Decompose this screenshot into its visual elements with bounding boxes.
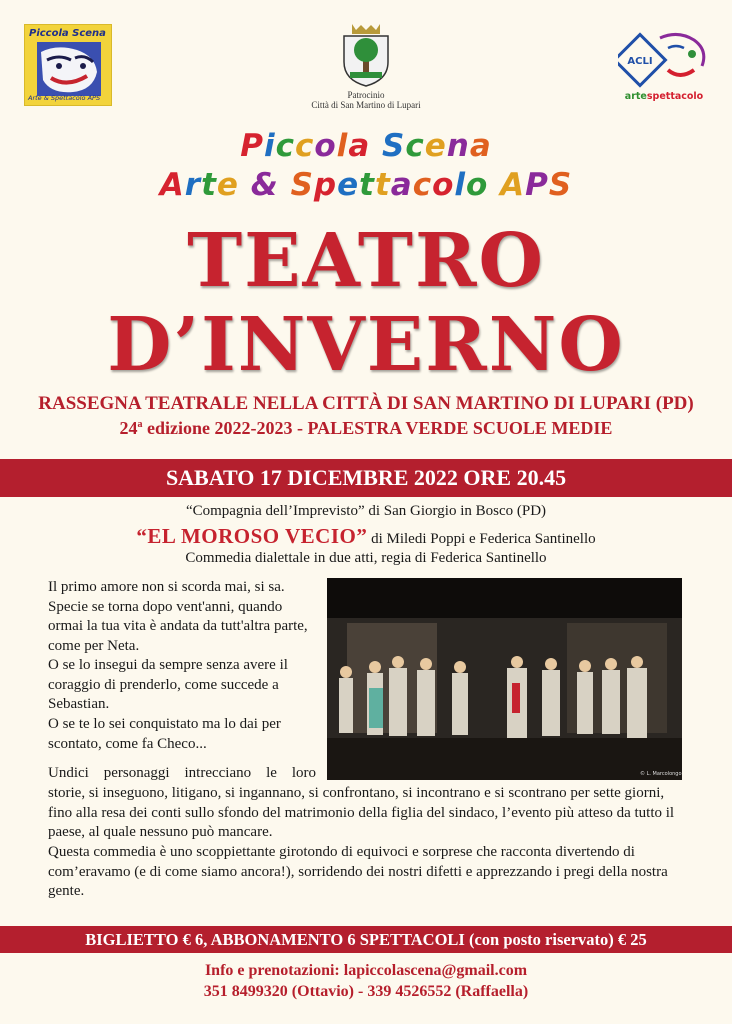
patrocinio-label: Patrocinio bbox=[347, 90, 385, 100]
piccola-scena-heading bbox=[0, 128, 732, 164]
photo-credit: © L. Marcolongo bbox=[640, 771, 682, 777]
heading-letter bbox=[279, 167, 291, 203]
edition-number: 24 bbox=[119, 418, 138, 438]
heading-letter bbox=[488, 167, 500, 203]
show-authors: di Miledi Poppi e Federica Santinello bbox=[367, 531, 596, 547]
heading-letter: o bbox=[314, 128, 337, 164]
heading-letter: c bbox=[405, 128, 425, 164]
logo-title: Piccola Scena bbox=[29, 28, 106, 39]
contact-phones: 351 8499320 (Ottavio) - 339 4526552 (Raffaella) bbox=[203, 983, 529, 1000]
heading-letter: o bbox=[466, 167, 489, 203]
show-title: “EL MOROSO VECIO” bbox=[136, 524, 368, 548]
heading-letter: & bbox=[250, 167, 279, 203]
contact-email: Info e prenotazioni: lapiccolascena@gmail.com bbox=[204, 962, 528, 979]
svg-text:ACLI: ACLI bbox=[627, 56, 653, 67]
heading-letter bbox=[370, 128, 382, 164]
synopsis-paragraph-1: Il primo amore non si scorda mai, si sa. Specie se torna dopo vent'anni, quando ormai la tua vita è andata da tutt'altra parte, come per Neta. bbox=[48, 579, 308, 654]
heading-letter: P bbox=[525, 167, 549, 203]
company-name: “Compagnia dell’Imprevisto” bbox=[185, 503, 365, 519]
heading-letter: c bbox=[294, 128, 315, 164]
acli-emblem-icon bbox=[618, 30, 710, 88]
synopsis-paragraph-2: O se lo insegui da sempre senza avere il coraggio di prenderlo, come succede a Sebastian. bbox=[48, 657, 288, 712]
edition-venue: edizione 2022-2023 - PALESTRA VERDE SCUOLE MEDIE bbox=[142, 418, 613, 438]
heading-letter: S bbox=[382, 128, 406, 164]
event-date-banner: SABATO 17 DICEMBRE 2022 ORE 20.45 bbox=[0, 459, 732, 497]
company-place: di San Giorgio in Bosco (PD) bbox=[364, 503, 547, 519]
heading-letter: A bbox=[500, 167, 526, 203]
heading-letter: n bbox=[446, 128, 470, 164]
synopsis-paragraph-3: O se te lo sei conquistato ma lo dai per scontato, come fa Checo... bbox=[48, 716, 281, 752]
title-teatro: TEATRO bbox=[187, 218, 545, 304]
contact-info bbox=[0, 960, 732, 1002]
acli-artespettacolo-logo bbox=[618, 30, 710, 102]
edition-ordinal: a bbox=[137, 419, 143, 430]
heading-letter: t bbox=[201, 167, 217, 203]
artespettacolo-wordmark bbox=[618, 91, 710, 102]
edition-line bbox=[0, 418, 732, 439]
heading-letter: c bbox=[275, 128, 295, 164]
heading-letter: a bbox=[348, 128, 371, 164]
arte-spettacolo-heading bbox=[0, 167, 732, 203]
heading-letter: a bbox=[469, 128, 492, 164]
heading-letter: S bbox=[548, 167, 573, 203]
heading-letter: e bbox=[216, 167, 239, 203]
heading-letter: l bbox=[336, 128, 349, 164]
synopsis-paragraph-4-start: Undici personaggi intrecciano le loro bbox=[48, 765, 316, 781]
heading-letter: i bbox=[263, 128, 276, 164]
town-crest-icon bbox=[336, 22, 396, 88]
logo-subtitle: Arte & Spettacolo APS bbox=[28, 94, 101, 102]
heading-letter: o bbox=[432, 167, 455, 203]
title-inverno: D’INVERNO bbox=[107, 302, 625, 388]
wordmark-arte: arte bbox=[624, 91, 647, 102]
heading-letter: e bbox=[337, 167, 360, 203]
show-description: Commedia dialettale in due atti, regia di Federica Santinello bbox=[185, 550, 547, 566]
heading-letter: a bbox=[390, 167, 413, 203]
rassegna-subtitle: RASSEGNA TEATRALE NELLA CITTÀ DI SAN MARTINO DI LUPARI (PD) bbox=[38, 393, 694, 414]
heading-letter: p bbox=[313, 167, 338, 203]
heading-letter: t bbox=[359, 167, 375, 203]
heading-letter: t bbox=[374, 167, 391, 203]
patrocinio-city: Città di San Martino di Lupari bbox=[311, 100, 421, 110]
heading-letter: e bbox=[424, 128, 447, 164]
heading-letter: c bbox=[412, 167, 433, 203]
show-line bbox=[0, 524, 732, 549]
company-line bbox=[0, 503, 732, 520]
mask-face-icon bbox=[37, 42, 101, 96]
synopsis-paragraph-5: Questa commedia è uno scoppiettante girotondo di equivoci e sorprese che racconta divertendo di com’eravamo (e di come siamo ancora!), sorridendo dei nostri difetti e apprezzando i pregi della nostra gente. bbox=[48, 844, 668, 899]
heading-letter: r bbox=[184, 167, 202, 203]
synopsis-paragraph-4: storie, si inseguono, litigano, si ingannano, si confrontano, si incontrano e si scontrano per sette giorni, fino alla resa dei conti sullo sfondo del matrimonio della figlia del sindaco, l’evento più atteso da tutto il paese, al quale nessuno può mancare. bbox=[48, 785, 675, 840]
heading-letter bbox=[239, 167, 251, 203]
heading-letter: S bbox=[290, 167, 314, 203]
heading-letter: P bbox=[240, 128, 264, 164]
stage-photo bbox=[327, 578, 682, 780]
heading-letter: l bbox=[454, 167, 467, 203]
ticket-price-banner: BIGLIETTO € 6, ABBONAMENTO 6 SPETTACOLI (con posto riservato) € 25 bbox=[0, 926, 732, 953]
wordmark-spettacolo: spettacolo bbox=[646, 91, 704, 102]
heading-letter: A bbox=[159, 167, 185, 203]
